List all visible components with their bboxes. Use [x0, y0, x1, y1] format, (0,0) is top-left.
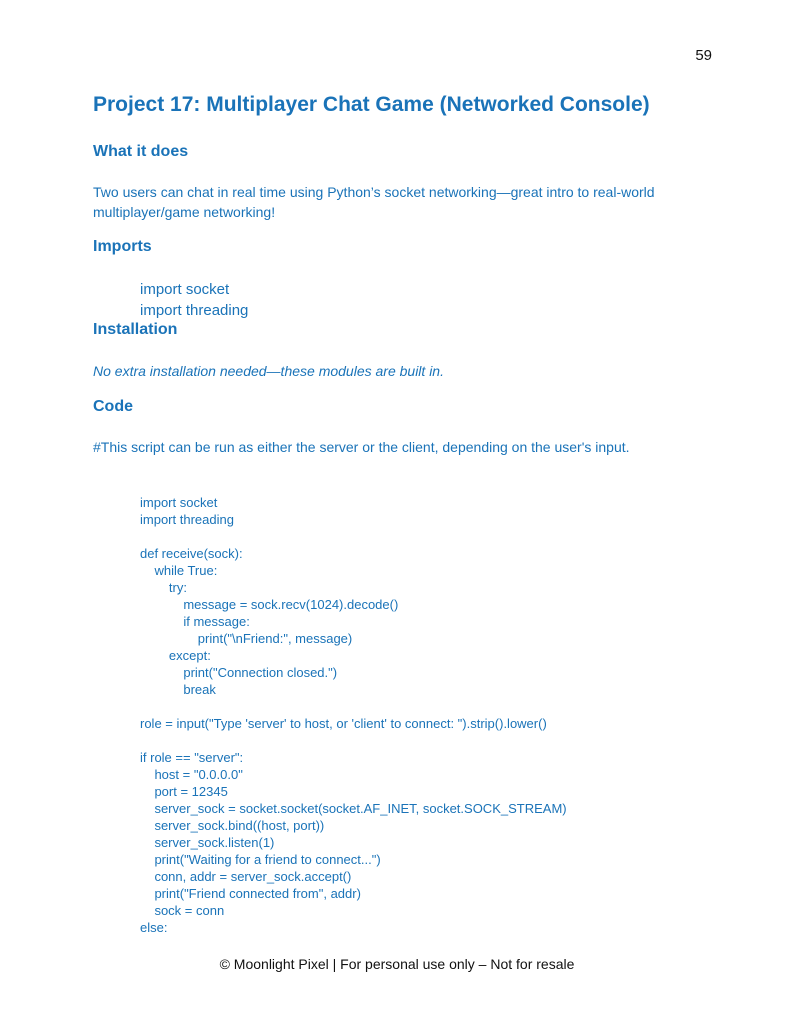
code-line: import socket [140, 495, 218, 510]
code-line: print("\nFriend:", message) [140, 631, 353, 646]
code-block [140, 494, 567, 936]
code-line: host = "0.0.0.0" [140, 767, 243, 782]
page-number: 59 [695, 47, 712, 64]
what-it-does-text: Two users can chat in real time using Python’s socket networking—great intro to real-world multiplayer/game networking! [93, 184, 655, 220]
code-line: break [140, 682, 216, 697]
code-line: import threading [140, 512, 234, 527]
code-line: else: [140, 920, 168, 935]
imports-list [140, 279, 248, 321]
code-line: print("Friend connected from", addr) [140, 886, 361, 901]
code-line: role = input("Type 'server' to host, or 'client' to connect: ").strip().lower() [140, 716, 547, 731]
page-title: Project 17: Multiplayer Chat Game (Networked Console) [93, 93, 650, 116]
code-line [140, 528, 567, 545]
code-line: sock = conn [140, 903, 225, 918]
installation-heading: Installation [93, 321, 178, 338]
code-line: if role == "server": [140, 750, 244, 765]
code-line: server_sock.listen(1) [140, 835, 275, 850]
import-line: import socket [140, 281, 230, 298]
code-comment: #This script can be run as either the server or the client, depending on the user's input. [93, 439, 630, 455]
code-line: print("Waiting for a friend to connect...") [140, 852, 381, 867]
code-line: port = 12345 [140, 784, 228, 799]
installation-text: No extra installation needed—these modules are built in. [93, 363, 444, 379]
what-it-does-heading: What it does [93, 143, 189, 160]
code-line: server_sock.bind((host, port)) [140, 818, 325, 833]
code-line: message = sock.recv(1024).decode() [140, 597, 399, 612]
code-line: print("Connection closed.") [140, 665, 338, 680]
footer: © Moonlight Pixel | For personal use only – Not for resale [219, 956, 575, 972]
code-line: try: [140, 580, 187, 595]
code-line: while True: [140, 563, 218, 578]
code-line: if message: [140, 614, 250, 629]
code-line [140, 698, 567, 715]
import-line: import threading [140, 302, 249, 319]
code-line [140, 732, 567, 749]
imports-heading: Imports [93, 238, 152, 255]
code-line: def receive(sock): [140, 546, 243, 561]
code-line: server_sock = socket.socket(socket.AF_INET, socket.SOCK_STREAM) [140, 801, 567, 816]
code-line: conn, addr = server_sock.accept() [140, 869, 352, 884]
code-line: except: [140, 648, 211, 663]
code-heading: Code [93, 398, 133, 415]
